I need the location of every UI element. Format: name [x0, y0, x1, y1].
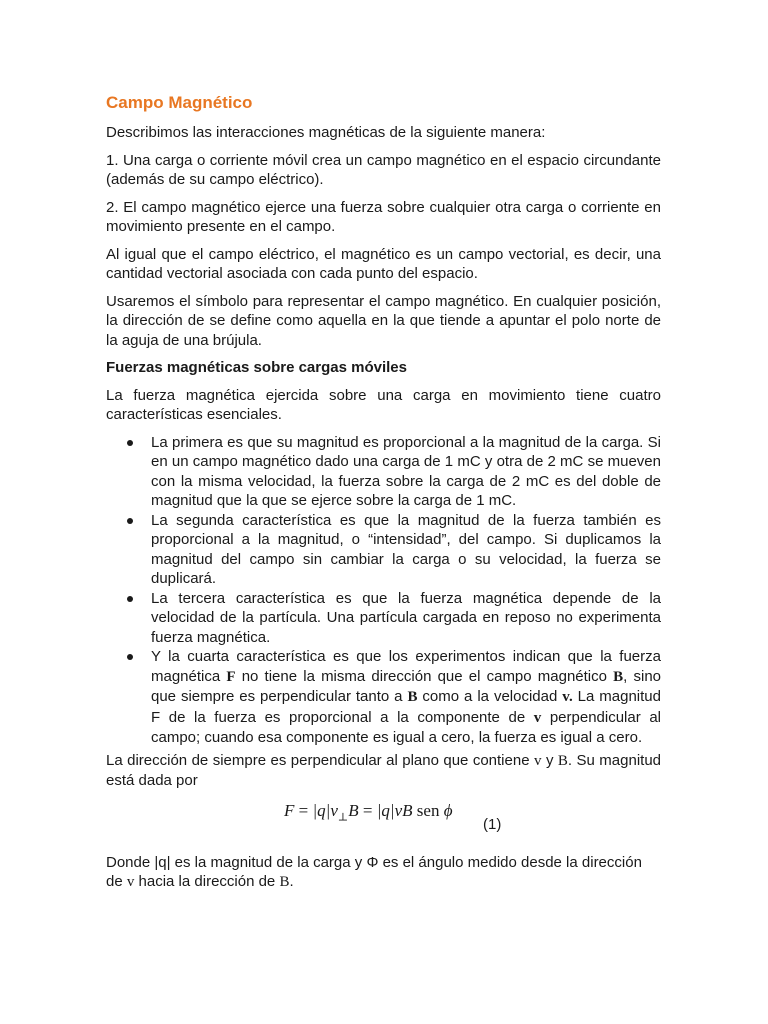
list-item	[151, 647, 661, 748]
list-item-text: La tercera característica es que la fuerza magnética depende de la velocidad de la partícula. Una partícula cargada en reposo no experimenta fuerza magnética.	[151, 589, 661, 646]
characteristics-list	[106, 433, 661, 748]
list-item	[151, 511, 661, 589]
text-run: Donde |q| es la magnitud de la carga y Φ es el ángulo medido desde la dirección de	[106, 853, 642, 890]
equation-number: (1)	[483, 815, 502, 833]
bullet-icon	[127, 596, 133, 602]
text-run: La dirección de siempre es perpendicular al plano que contiene	[106, 751, 534, 769]
list-item-text: Y la cuarta característica es que los experimentos indican que la fuerza magnética	[151, 648, 661, 685]
list-item-text: perpendicular al campo; cuando esa componente es igual a cero, la fuerza es igual a cero.	[151, 708, 661, 746]
list-item-text: La magnitud F de la fuerza es proporcional a la componente de	[151, 688, 661, 726]
formula-part: ϕ	[443, 800, 453, 820]
list-item-text: , sino que siempre es perpendicular tanto a	[151, 667, 662, 705]
vector-v: v	[126, 874, 135, 890]
formula-part: =	[358, 800, 377, 820]
list-item-text: La primera es que su magnitud es proporcional a la magnitud de la carga. Si en un campo magnético dado una carga de 1 mC y otra de 2 mC se mueven con la misma velocidad, la fuerza sobre la carga de 2 mC es del doble de magnitud que la que se ejerce sobre la carga de 1 mC.	[151, 433, 661, 509]
paragraph-symbol: Usaremos el símbolo para representar el campo magnético. En cualquier posición, la dirección de se define como aquella en la que tiende a apuntar el polo norte de la aguja de una brújula.	[106, 292, 661, 349]
list-item-text: como a la velocidad	[417, 688, 563, 705]
formula-part: B	[348, 800, 359, 820]
bullet-icon	[127, 440, 133, 446]
vector-B: B	[613, 668, 624, 685]
formula-part: |q|	[312, 800, 331, 820]
vector-v: v	[533, 709, 542, 726]
section-heading: Fuerzas magnéticas sobre cargas móviles	[106, 359, 407, 376]
list-item	[151, 433, 661, 511]
paragraph-definitions	[106, 853, 661, 893]
vector-B: B	[557, 752, 568, 769]
formula-part: =	[294, 800, 313, 820]
bullet-icon	[127, 654, 133, 660]
list-item-text: no tiene la misma dirección que el campo magnético	[235, 667, 614, 685]
text-run: . Su magnitud está dada por	[106, 751, 662, 789]
text-run: .	[289, 873, 294, 890]
vector-B: B	[279, 874, 290, 890]
equation	[284, 801, 453, 828]
vector-v: v.	[562, 689, 573, 705]
paragraph-direction	[106, 751, 661, 791]
formula-part: ⊥	[337, 810, 349, 823]
text-run: y	[541, 751, 558, 769]
equation-block	[106, 801, 661, 841]
list-item	[151, 589, 661, 648]
formula-part: sen	[412, 800, 444, 820]
formula-part: v	[330, 800, 338, 820]
document-body	[106, 92, 661, 901]
vector-B: B	[407, 689, 418, 705]
paragraph-point-1: 1. Una carga o corriente móvil crea un campo magnético en el espacio circundante (además de su campo eléctrico).	[106, 151, 661, 188]
vector-v: v	[534, 752, 542, 769]
vector-F: F	[226, 668, 236, 685]
formula-part: F	[284, 800, 295, 820]
list-item-text: La segunda característica es que la magnitud de la fuerza también es proporcional a la magnitud, o “intensidad”, del campo. Si duplicamos la magnitud del campo sin cambiar la carga o su velocidad, la fuerza se duplicará.	[151, 511, 661, 587]
paragraph-intro: Describimos las interacciones magnéticas de la siguiente manera:	[106, 124, 546, 141]
bullet-icon	[127, 518, 133, 524]
formula-part: vB	[394, 800, 413, 820]
paragraph-point-2: 2. El campo magnético ejerce una fuerza sobre cualquier otra carga o corriente en movimiento presente en el campo.	[106, 198, 661, 235]
formula-part: |q|	[376, 800, 395, 820]
paragraph-vector-field: Al igual que el campo eléctrico, el magnético es un campo vectorial, es decir, una cantidad vectorial asociada con cada punto del espacio.	[106, 245, 661, 282]
text-run: hacia la dirección de	[134, 873, 280, 890]
paragraph-characteristics: La fuerza magnética ejercida sobre una carga en movimiento tiene cuatro características esenciales.	[106, 386, 661, 423]
page-title: Campo Magnético	[106, 93, 253, 112]
